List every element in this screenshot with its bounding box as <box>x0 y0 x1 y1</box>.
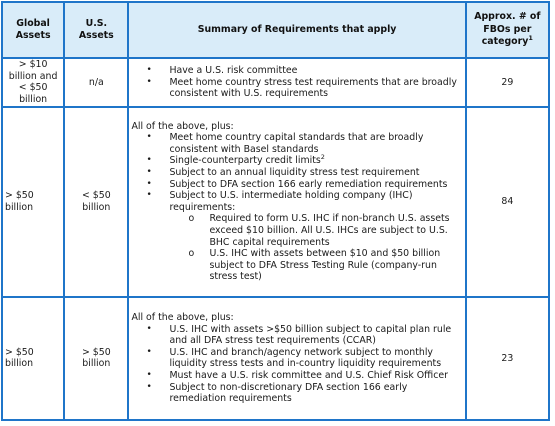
header-global-assets: Global Assets <box>2 2 64 58</box>
summary-cell <box>128 107 465 297</box>
header-fbo-count-label: Approx. # of FBOs per category <box>474 11 541 48</box>
header-us-assets: U.S. Assets <box>64 2 128 58</box>
table-row <box>2 297 549 420</box>
requirements-table <box>1 1 550 421</box>
requirement-item <box>169 155 462 167</box>
requirement-item: • Meet home country capital standards that are broadly consistent with Basel standards <box>169 132 462 155</box>
requirement-item-text: Single-counterparty credit limits <box>169 155 321 167</box>
fbo-count-cell: 23 <box>466 297 549 420</box>
requirement-item: • Subject to non-discretionary DFA section 166 early remediation requirements <box>169 382 462 405</box>
requirement-list <box>131 65 462 100</box>
table-row <box>2 107 549 297</box>
summary-cell <box>128 58 465 107</box>
us-assets-cell: < $50 billion <box>64 107 128 297</box>
sub-requirement-list <box>169 213 462 283</box>
header-row <box>2 2 549 58</box>
requirement-item: • Have a U.S. risk committee <box>169 65 462 77</box>
requirement-list <box>131 324 462 405</box>
header-summary: Summary of Requirements that apply <box>128 2 465 58</box>
requirement-item: • Subject to an annual liquidity stress test requirement <box>169 167 462 179</box>
requirement-item-text: • Subject to U.S. intermediate holding company (IHC) requirements: <box>169 190 413 213</box>
requirement-item: • Meet home country stress test requirements that are broadly consistent with U.S. requirements <box>169 77 462 100</box>
us-assets-cell: > $50 billion <box>64 297 128 420</box>
sub-requirement-item: o Required to form U.S. IHC if non-branch U.S. assets exceed $10 billion. All U.S. IHCs are subject to U.S. BHC capital requirements <box>209 213 462 248</box>
sub-requirement-item: o U.S. IHC with assets between $10 and $50 billion subject to DFA Stress Testing Rule (company-run stress test) <box>209 248 462 283</box>
requirement-item <box>169 190 462 283</box>
all-above-intro: All of the above, plus: <box>131 120 234 132</box>
requirement-item: • U.S. IHC and branch/agency network subject to monthly liquidity stress tests and in-country liquidity requirements <box>169 347 462 370</box>
footnote-1-marker: 1 <box>528 34 533 43</box>
requirement-item: • U.S. IHC with assets >$50 billion subject to capital plan rule and all DFA stress test requirements (CCAR) <box>169 324 462 347</box>
summary-cell <box>128 297 465 420</box>
fbo-count-cell: 29 <box>466 58 549 107</box>
global-assets-cell: > $50 billion <box>2 107 64 297</box>
footnote-2-marker: 2 <box>320 153 325 162</box>
table-row <box>2 58 549 107</box>
global-assets-cell: > $10 billion and < $50 billion <box>2 58 64 107</box>
fbo-count-cell: 84 <box>466 107 549 297</box>
us-assets-cell: n/a <box>64 58 128 107</box>
requirement-item: • Must have a U.S. risk committee and U.S. Chief Risk Officer <box>169 370 462 382</box>
all-above-intro: All of the above, plus: <box>131 312 234 323</box>
requirement-list <box>131 132 462 283</box>
header-fbo-count <box>466 2 549 58</box>
requirement-item: • Subject to DFA section 166 early remediation requirements <box>169 179 462 191</box>
global-assets-cell: > $50 billion <box>2 297 64 420</box>
